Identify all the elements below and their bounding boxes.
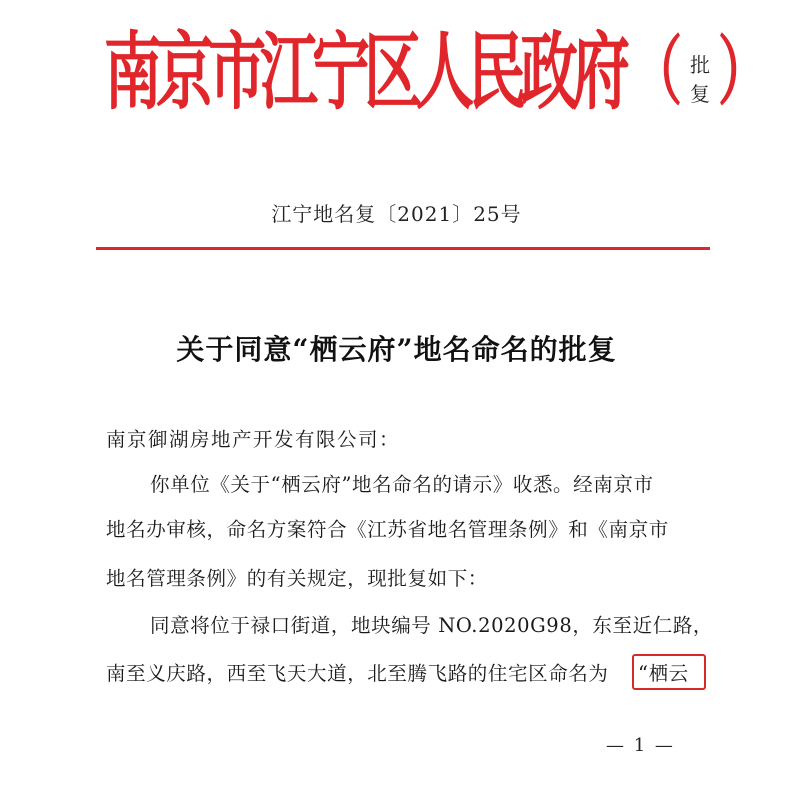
body-line: 同意将位于禄口街道，地块编号 NO.2020G98，东至近仁路， <box>150 614 714 637</box>
document-title: 关于同意“栖云府”地名命名的批复 <box>176 333 617 366</box>
red-separator-line <box>96 247 710 250</box>
addressee: 南京御湖房地产开发有限公司： <box>106 428 401 451</box>
document-number: 江宁地名复〔2021〕25号 <box>271 202 522 226</box>
issuing-authority-name: 南京市江宁区人民政府 <box>104 22 625 122</box>
masthead <box>104 22 769 122</box>
body-line: 你单位《关于“栖云府”地名命名的请示》收悉。经南京市 <box>150 473 654 496</box>
body-line: 南至义庆路，西至飞天大道，北至腾飞路的住宅区命名为 <box>106 662 609 685</box>
masthead-paren-open: （ <box>632 28 683 116</box>
highlighted-text: “栖云 <box>638 662 689 685</box>
masthead-paren-close: ） <box>718 28 769 116</box>
page-number: — 1 — <box>606 735 675 756</box>
body-line: 地名管理条例》的有关规定，现批复如下： <box>106 567 488 590</box>
body-line: 地名办审核，命名方案符合《江苏省地名管理条例》和《南京市 <box>106 518 669 541</box>
document-type-label: 批复 <box>690 53 711 106</box>
